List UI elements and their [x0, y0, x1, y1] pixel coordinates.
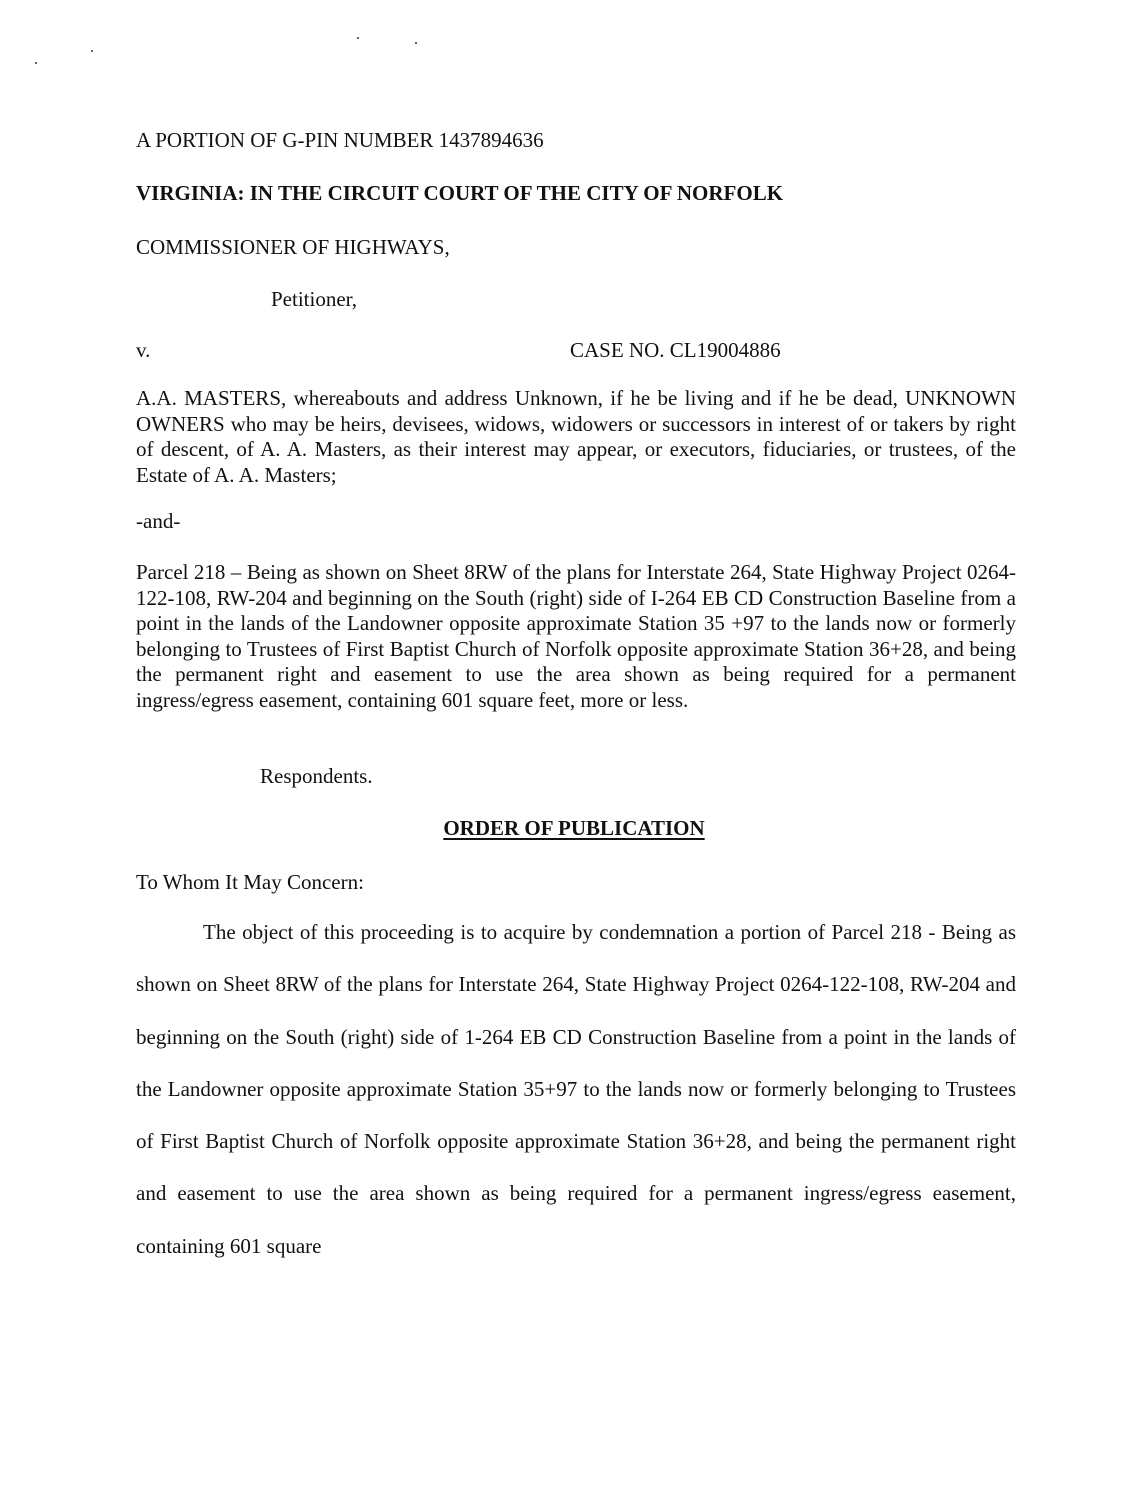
- gpin-line: A PORTION OF G-PIN NUMBER 1437894636: [136, 128, 544, 152]
- and-separator: -and-: [136, 509, 181, 533]
- respondents-role: Respondents.: [260, 764, 373, 788]
- order-title: [0, 816, 1142, 841]
- scan-speck: [35, 62, 37, 64]
- parcel-paragraph: Parcel 218 – Being as shown on Sheet 8RW of the plans for Interstate 264, State Highway Project 0264-122-108, RW-204 and beginning on the South (right) side of I-264 EB CD Construction Baseline from a point in the lands of the Landowner opposite approximate Station 35 +97 to the lands now or formerly belonging to Trustees of First Baptist Church of Norfolk opposite approximate Station 36+28, and being the permanent right and easement to use the area shown as being required for a permanent ingress/egress easement, containing 601 square feet, more or less.: [136, 560, 1016, 712]
- petitioner-role: Petitioner,: [271, 287, 358, 311]
- scan-speck: [415, 42, 417, 44]
- case-number: CASE NO. CL19004886: [570, 338, 781, 362]
- order-title-text: ORDER OF PUBLICATION: [443, 816, 705, 840]
- scan-speck: [91, 50, 93, 52]
- respondents-paragraph: A.A. MASTERS, whereabouts and address Unknown, if he be living and if he be dead, UNKNOWN OWNERS who may be heirs, devisees, widows, widowers or successors in interest of or takers by right of descent, of A. A. Masters, as their interest may appear, or executors, fiduciaries, or trustees, of the Estate of A. A. Masters;: [136, 386, 1016, 487]
- versus: v.: [136, 338, 151, 362]
- salutation: To Whom It May Concern:: [136, 870, 364, 894]
- court-heading: VIRGINIA: IN THE CIRCUIT COURT OF THE CITY OF NORFOLK: [136, 181, 784, 205]
- scan-speck: [357, 37, 359, 39]
- order-body: The object of this proceeding is to acquire by condemnation a portion of Parcel 218 - Being as shown on Sheet 8RW of the plans for Interstate 264, State Highway Project 0264-122-108, RW-204 and beginning on the South (right) side of 1-264 EB CD Construction Baseline from a point in the lands of the Landowner opposite approximate Station 35+97 to the lands now or formerly belonging to Trustees of First Baptist Church of Norfolk opposite approximate Station 36+28, and being the permanent right and easement to use the area shown as being required for a permanent ingress/egress easement, containing 601 square: [136, 920, 1016, 1258]
- petitioner-name: COMMISSIONER OF HIGHWAYS,: [136, 235, 450, 259]
